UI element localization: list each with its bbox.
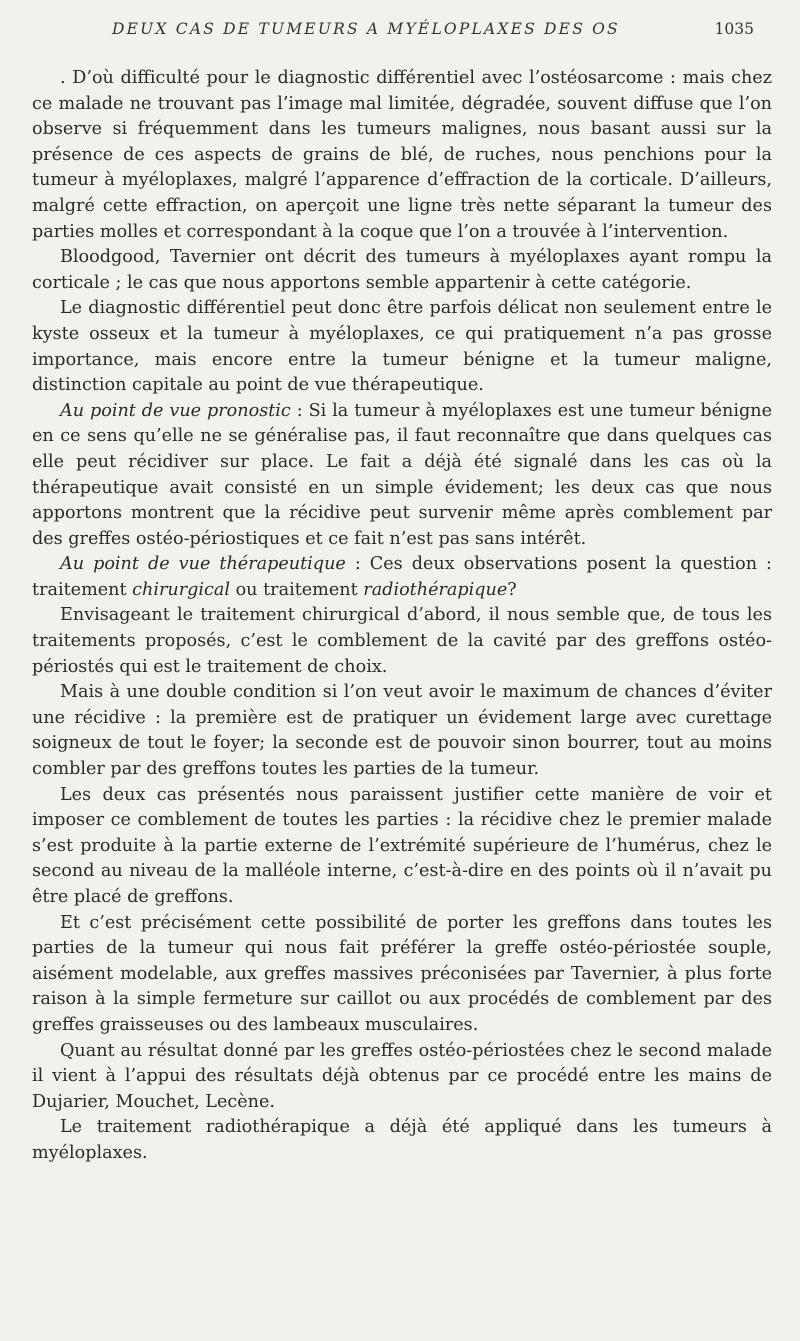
radiotherapique-term: radiothérapique [363,579,508,600]
paragraph-5-end: ? [507,579,517,600]
article-body [32,66,772,1167]
paragraph-7: Mais à une double condition si l’on veut avoir le maximum de chances d’éviter une récidive : la première est de pratiquer un évidement large avec curettage soigneux de tout le foyer; la seconde est de pouvoir sinon bourrer, tout au moins combler par des greffons toutes les parties de la tumeur. [32,682,772,780]
paragraph-11: Le traitement radiothérapique a déjà été appliqué dans les tumeurs à myéloplaxes. [32,1117,772,1163]
paragraph-5-text-a: : Ces deux observations posent la question : traitement [32,554,772,600]
paragraph-2: Bloodgood, Tavernier ont décrit des tumeurs à myéloplaxes ayant rompu la corticale ; le cas que nous apportons semble appartenir à cette catégorie. [32,247,772,293]
paragraph-10: Quant au résultat donné par les greffes ostéo-périostées chez le second malade il vient à l’appui des résultats déjà obtenus par ce procédé entre les mains de Dujarier, Mouchet, Lecène. [32,1040,772,1112]
page-header [0,20,800,44]
paragraph-5 [32,552,772,603]
paragraph-1: . D’où difficulté pour le diagnostic différentiel avec l’ostéosarcome : mais chez ce malade ne trouvant pas l’image mal limitée, dégradée, souvent diffuse que l’on observe si fréquemment dans les tumeurs malignes, nous basant aussi sur la présence de ces aspects de grains de blé, de ruches, nous penchions pour la tumeur à myéloplaxes, malgré l’apparence d’effraction de la corticale. D’ailleurs, malgré cette effraction, on aperçoit une ligne très nette séparant la tumeur des parties molles et correspondant à la coque que l’on a trouvée à l’intervention. [32,68,772,242]
paragraph-5-text-b: ou traitement [230,579,364,600]
paragraph-9: Et c’est précisément cette possibilité de porter les greffons dans toutes les parties de la tumeur qui nous fait préférer la greffe ostéo-périostée souple, aisément modelable, aux greffes massives préconisées par Tavernier, à plus forte raison à la simple fermeture sur caillot ou aux procédés de comblement par des greffes graisseuses ou des lambeaux musculaires. [32,912,772,1035]
page-number: 1035 [714,20,754,38]
prognosis-heading: Au point de vue pronostic [60,400,291,421]
paragraph-3: Le diagnostic différentiel peut donc être parfois délicat non seulement entre le kyste osseux et la tumeur à myéloplaxes, ce qui pratiquement n’a pas grosse importance, mais encore entre la tumeur bénigne et la tumeur maligne, distinction capitale au point de vue thérapeutique. [32,298,772,396]
paragraph-4 [32,399,772,553]
paragraph-6: Envisageant le traitement chirurgical d’abord, il nous semble que, de tous les traitements proposés, c’est le comblement de la cavité par des greffons ostéo-périostés qui est le traitement de choix. [32,605,772,677]
chirurgical-term: chirurgical [132,579,230,600]
running-title: DEUX CAS DE TUMEURS A MYÉLOPLAXES DES OS [112,20,620,38]
paragraph-8: Les deux cas présentés nous paraissent justifier cette manière de voir et imposer ce comblement de toutes les parties : la récidive chez le premier malade s’est produite à la partie externe de l’extrémité supérieure de l’humérus, chez le second au niveau de la malléole interne, c’est-à-dire en des points où il n’avait pu être placé de greffons. [32,784,772,907]
therapeutic-heading: Au point de vue thérapeutique [60,554,346,575]
paragraph-4-text: : Si la tumeur à myéloplaxes est une tumeur bénigne en ce sens qu’elle ne se généralise pas, il faut reconnaître que dans quelques cas elle peut récidiver sur place. Le fait a déjà été signalé dans les cas où la thérapeutique avait consisté en un simple évidement; les deux cas que nous apportons montrent que la récidive peut survenir même après comblement par des greffes ostéo-périostiques et ce fait n’est pas sans intérêt. [32,400,772,549]
